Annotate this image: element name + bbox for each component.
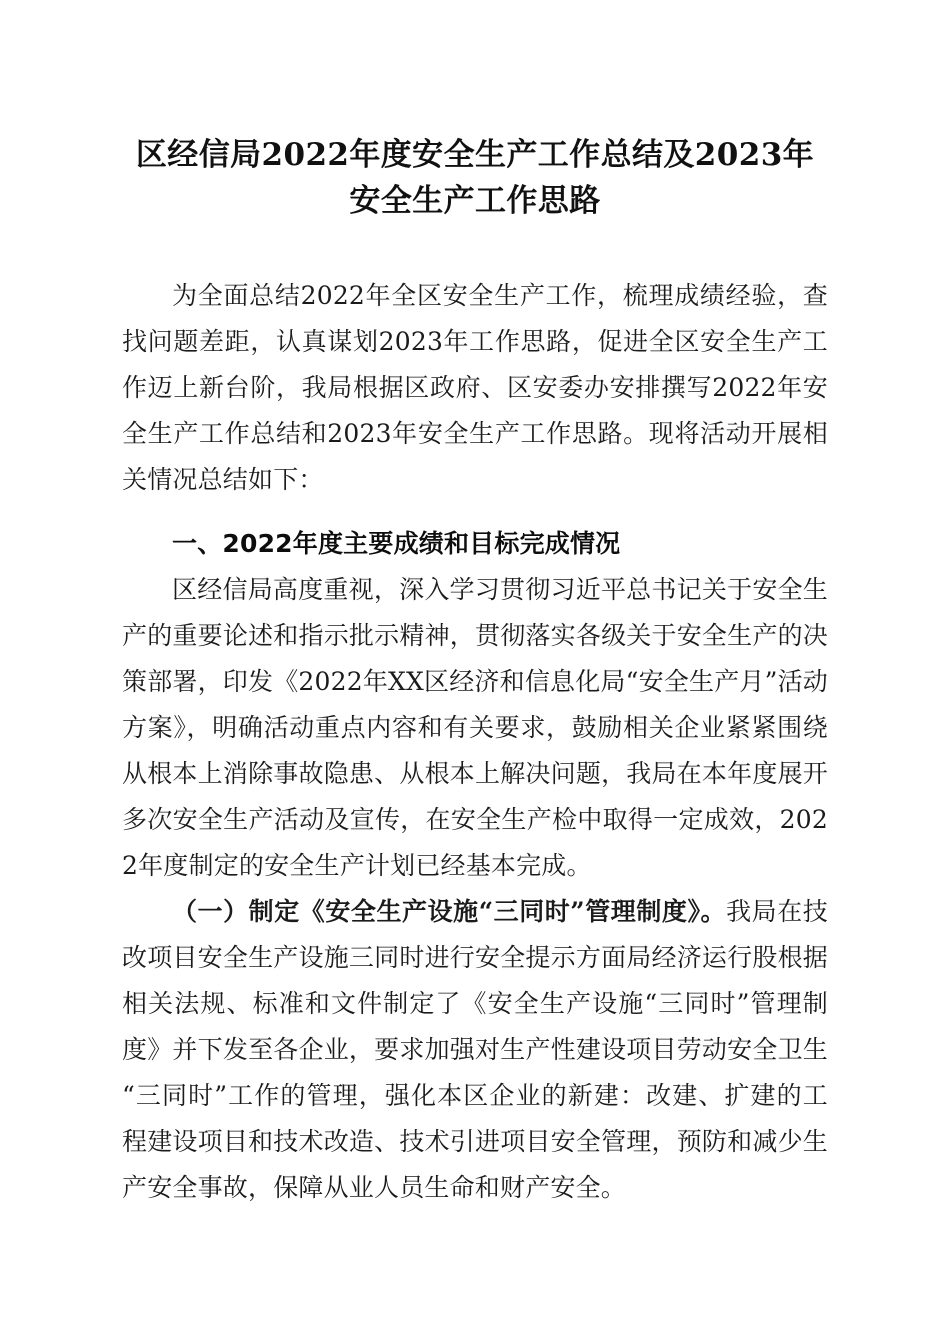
section-heading-1: 一、2022年度主要成绩和目标完成情况: [172, 529, 621, 558]
subsection-1-body: 我局在技改项目安全生产设施三同时进行安全提示方面局经济运行股根据相关法规、标准和文件制定了《安全生产设施“三同时”管理制度》并下发至各企业，要求加强对生产性建设项目劳动安全卫生“三同时”工作的管理，强化本区企业的新建：改建、扩建的工程建设项目和技术改造、技术引进项目安全管理，预防和减少生产安全事故，保障从业人员生命和财产安全。: [122, 897, 828, 1202]
page-title: [122, 0, 828, 224]
intro-paragraph: 为全面总结2022年全区安全生产工作，梳理成绩经验，查找问题差距，认真谋划2023年工作思路，促进全区安全生产工作迈上新台阶，我局根据区政府、区安委办安排撰写2022年安全生产工作总结和2023年安全生产工作思路。现将活动开展相关情况总结如下：: [122, 281, 828, 494]
document-content: [122, 0, 828, 1211]
paragraph-spacer: [122, 503, 828, 509]
subsection-1-paragraph: [122, 889, 828, 1211]
section-1-paragraph: 区经信局高度重视，深入学习贯彻习近平总书记关于安全生产的重要论述和指示批示精神，贯彻落实各级关于安全生产的决策部署，印发《2022年XX区经济和信息化局“安全生产月”活动方案》，明确活动重点内容和有关要求，鼓励相关企业紧紧围绕从根本上消除事故隐患、从根本上解决问题，我局在本年度展开多次安全生产活动及宣传，在安全生产检中取得一定成效，2022年度制定的安全生产计划已经基本完成。: [122, 575, 828, 880]
page-title-text: 区经信局2022年度安全生产工作总结及2023年安全生产工作思路: [135, 137, 815, 219]
subsection-1-lead: （一）制定《安全生产设施“三同时”管理制度》。: [172, 897, 727, 926]
